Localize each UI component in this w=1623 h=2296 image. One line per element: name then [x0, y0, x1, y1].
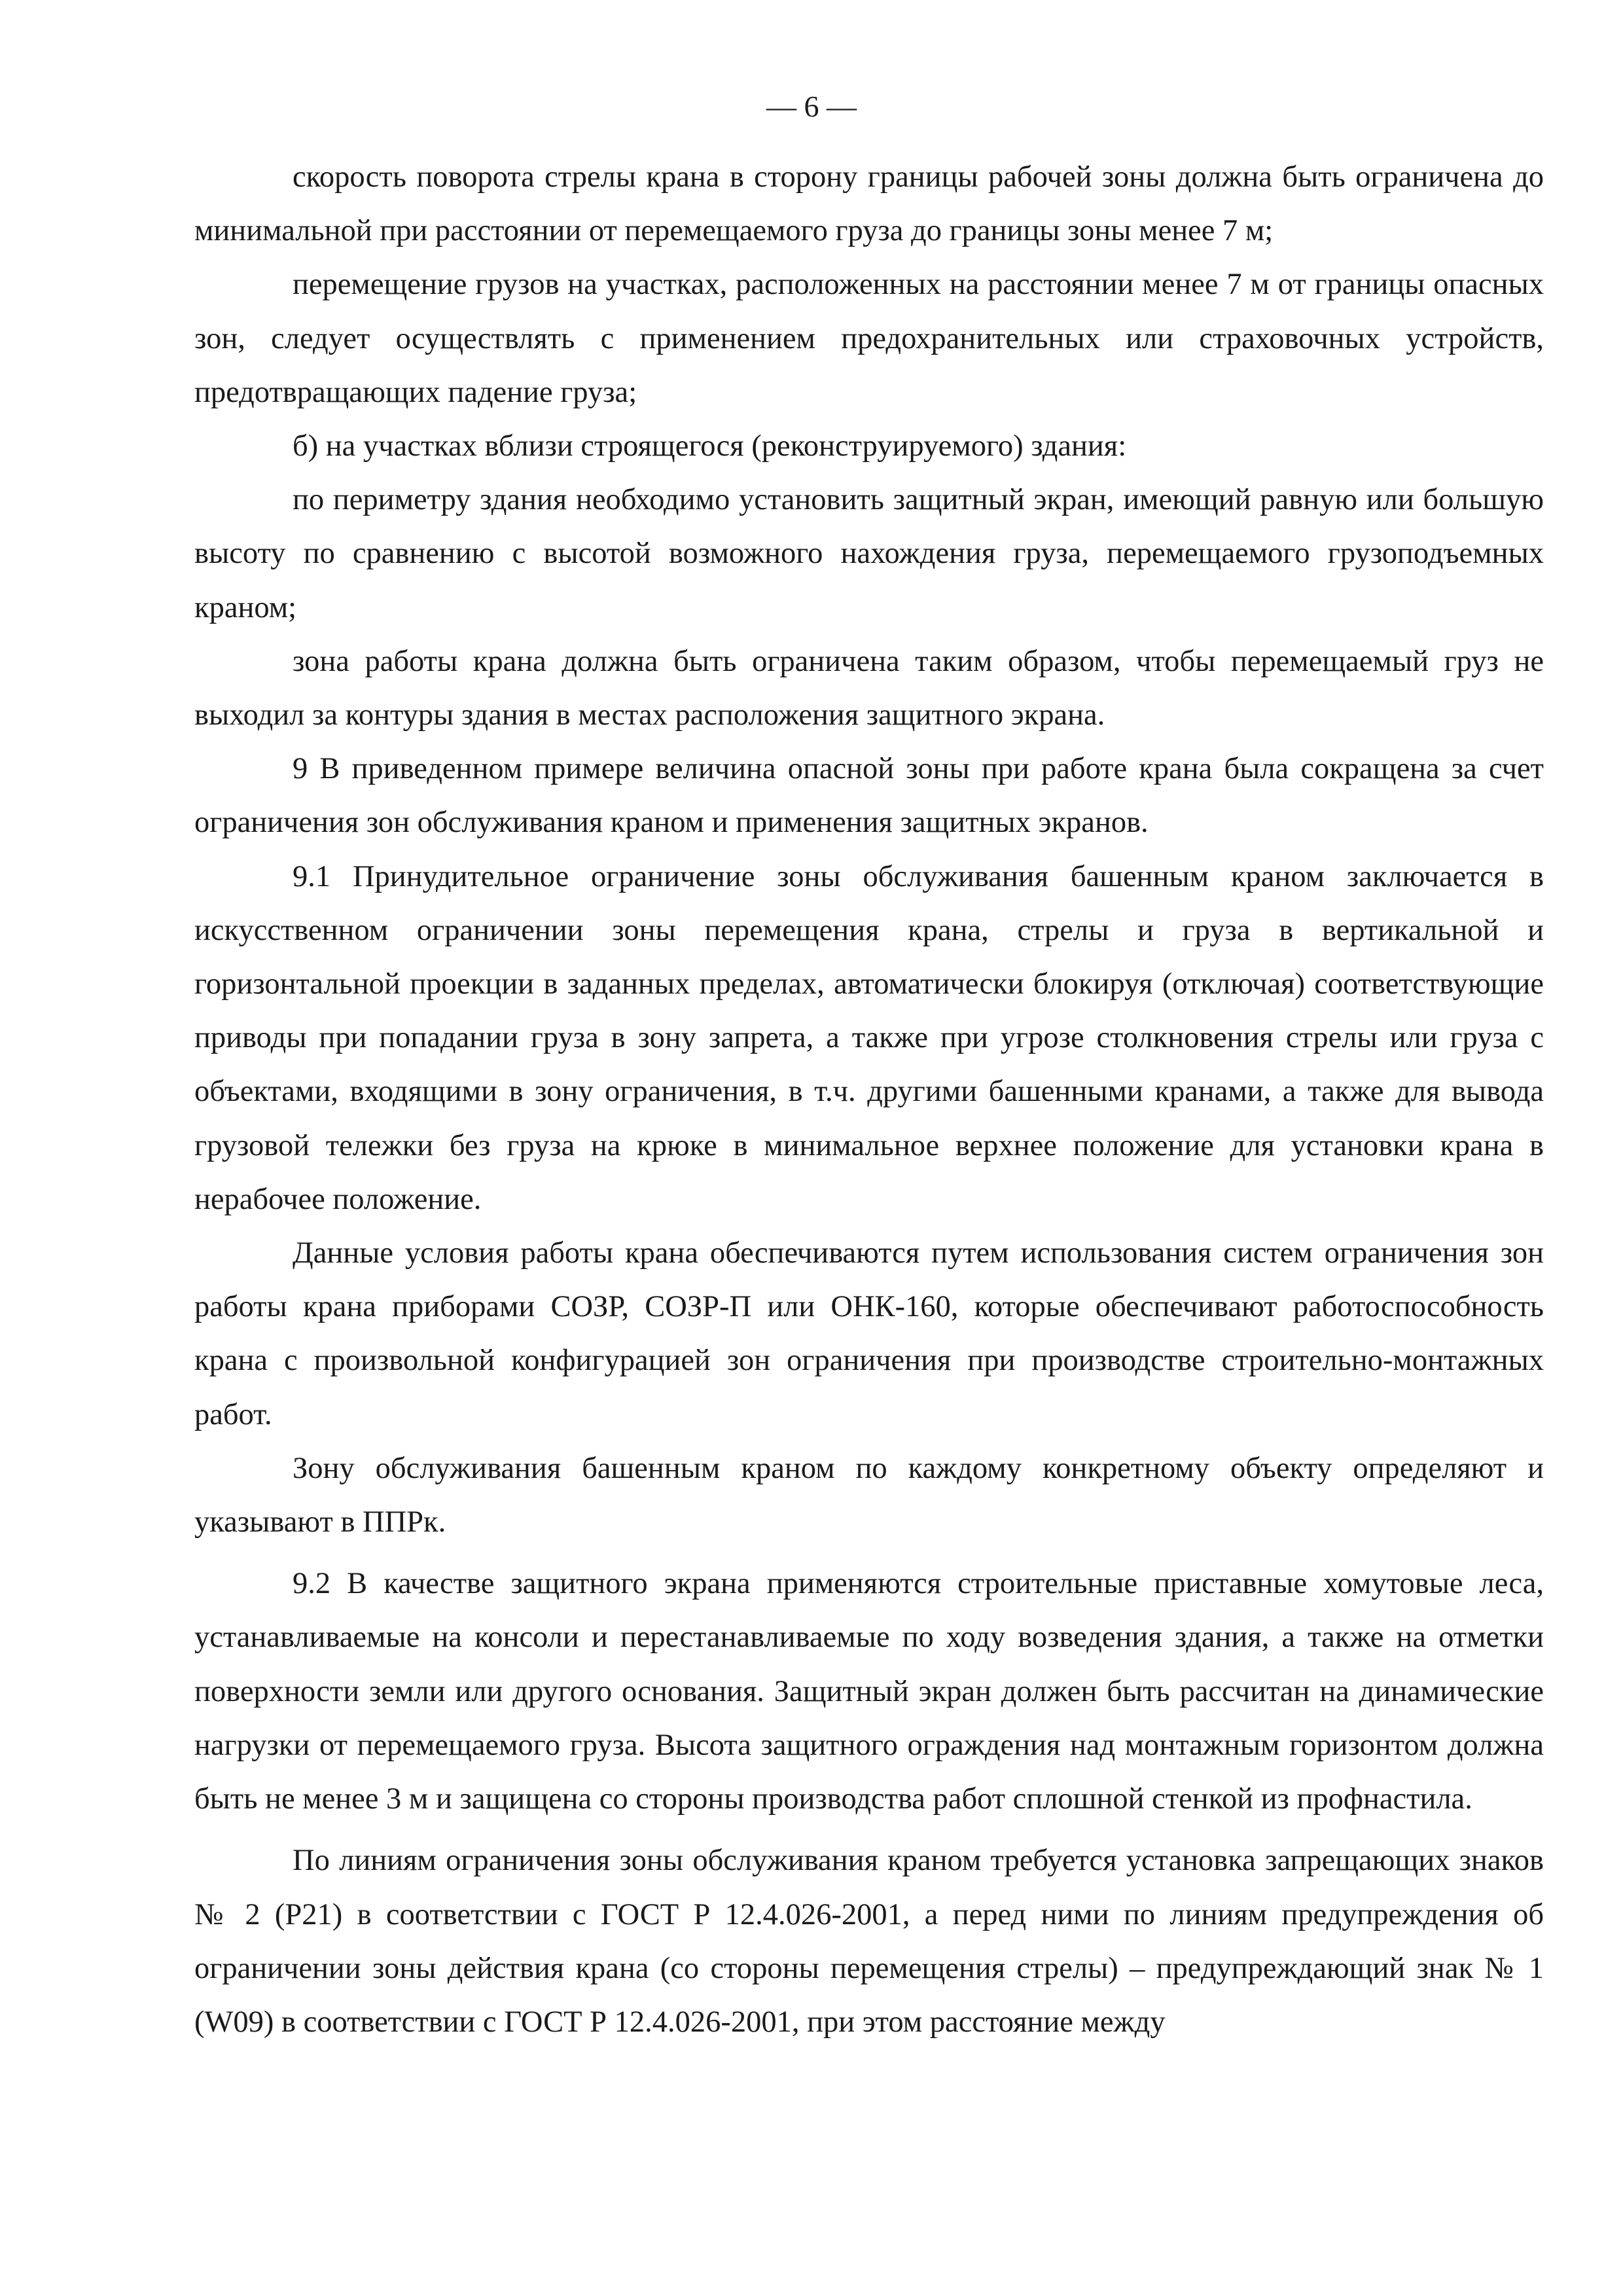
paragraph: перемещение грузов на участках, расположенных на расстоянии менее 7 м от границы опасных зон, следует осуществлять с применением предохранительных или страховочных устройств, предотвращающих падение груза; — [194, 268, 1544, 409]
paragraph: по периметру здания необходимо установить защитный экран, имеющий равную или большую высоту по сравнению с высотой возможного нахождения груза, перемещаемого грузоподъемных краном; — [194, 483, 1544, 624]
paragraph: скорость поворота стрелы крана в сторону границы рабочей зоны должна быть ограничена до минимальной при расстоянии от перемещаемого груза до границы зоны менее 7 м; — [194, 160, 1544, 248]
paragraph: б) на участках вблизи строящегося (реконструируемого) здания: — [293, 429, 1127, 463]
paragraph: Зону обслуживания башенным краном по каждому конкретному объекту определяют и указывают в ППРк. — [194, 1451, 1544, 1539]
document-body — [194, 151, 1544, 2049]
paragraph: зона работы крана должна быть ограничена таким образом, чтобы перемещаемый груз не выходил за контуры здания в местах расположения защитного экрана. — [194, 644, 1544, 732]
paragraph: Данные условия работы крана обеспечиваются путем использования систем ограничения зон работы крана приборами СОЗР, СОЗР-П или ОНК-160, которые обеспечивают работоспособность крана с произвольной конфигурацией зон ограничения при производстве строительно-монтажных работ. — [194, 1236, 1544, 1431]
paragraph: 9 В приведенном примере величина опасной зоны при работе крана была сокращена за счет ограничения зон обслуживания краном и применения защитных экранов. — [194, 752, 1544, 840]
page-number: — 6 — — [766, 90, 857, 123]
paragraph: 9.1 Принудительное ограничение зоны обслуживания башенным краном заключается в искусственном ограничении зоны перемещения крана, стрелы и груза в вертикальной и горизонтальной проекции в заданных пределах, автоматически блокируя (отключая) соответствующие приводы при попадании груза в зону запрета, а также при угрозе столкновения стрелы или груза с объектами, входящими в зону ограничения, в т.ч. другими башенными кранами, а также для вывода грузовой тележки без груза на крюке в минимальное верхнее положение для установки крана в нерабочее положение. — [194, 859, 1544, 1216]
paragraph: По линиям ограничения зоны обслуживания краном требуется установка запрещающих знаков № 2 (Р21) в соответствии с ГОСТ Р 12.4.026-2001, а перед ними по линиям предупреждения об ограничении зоны действия крана (со стороны перемещения стрелы) – предупреждающий знак № 1 (W09) в соответствии с ГОСТ Р 12.4.026-2001, при этом расстояние между — [194, 1844, 1544, 2039]
paragraph: 9.2 В качестве защитного экрана применяются строительные приставные хомутовые леса, устанавливаемые на консоли и перестанавливаемые по ходу возведения здания, а также на отметки поверхности земли или другого основания. Защитный экран должен быть рассчитан на динамические нагрузки от перемещаемого груза. Высота защитного ограждения над монтажным горизонтом должна быть не менее 3 м и защищена со стороны производства работ сплошной стенкой из профнастила. — [194, 1567, 1544, 1816]
